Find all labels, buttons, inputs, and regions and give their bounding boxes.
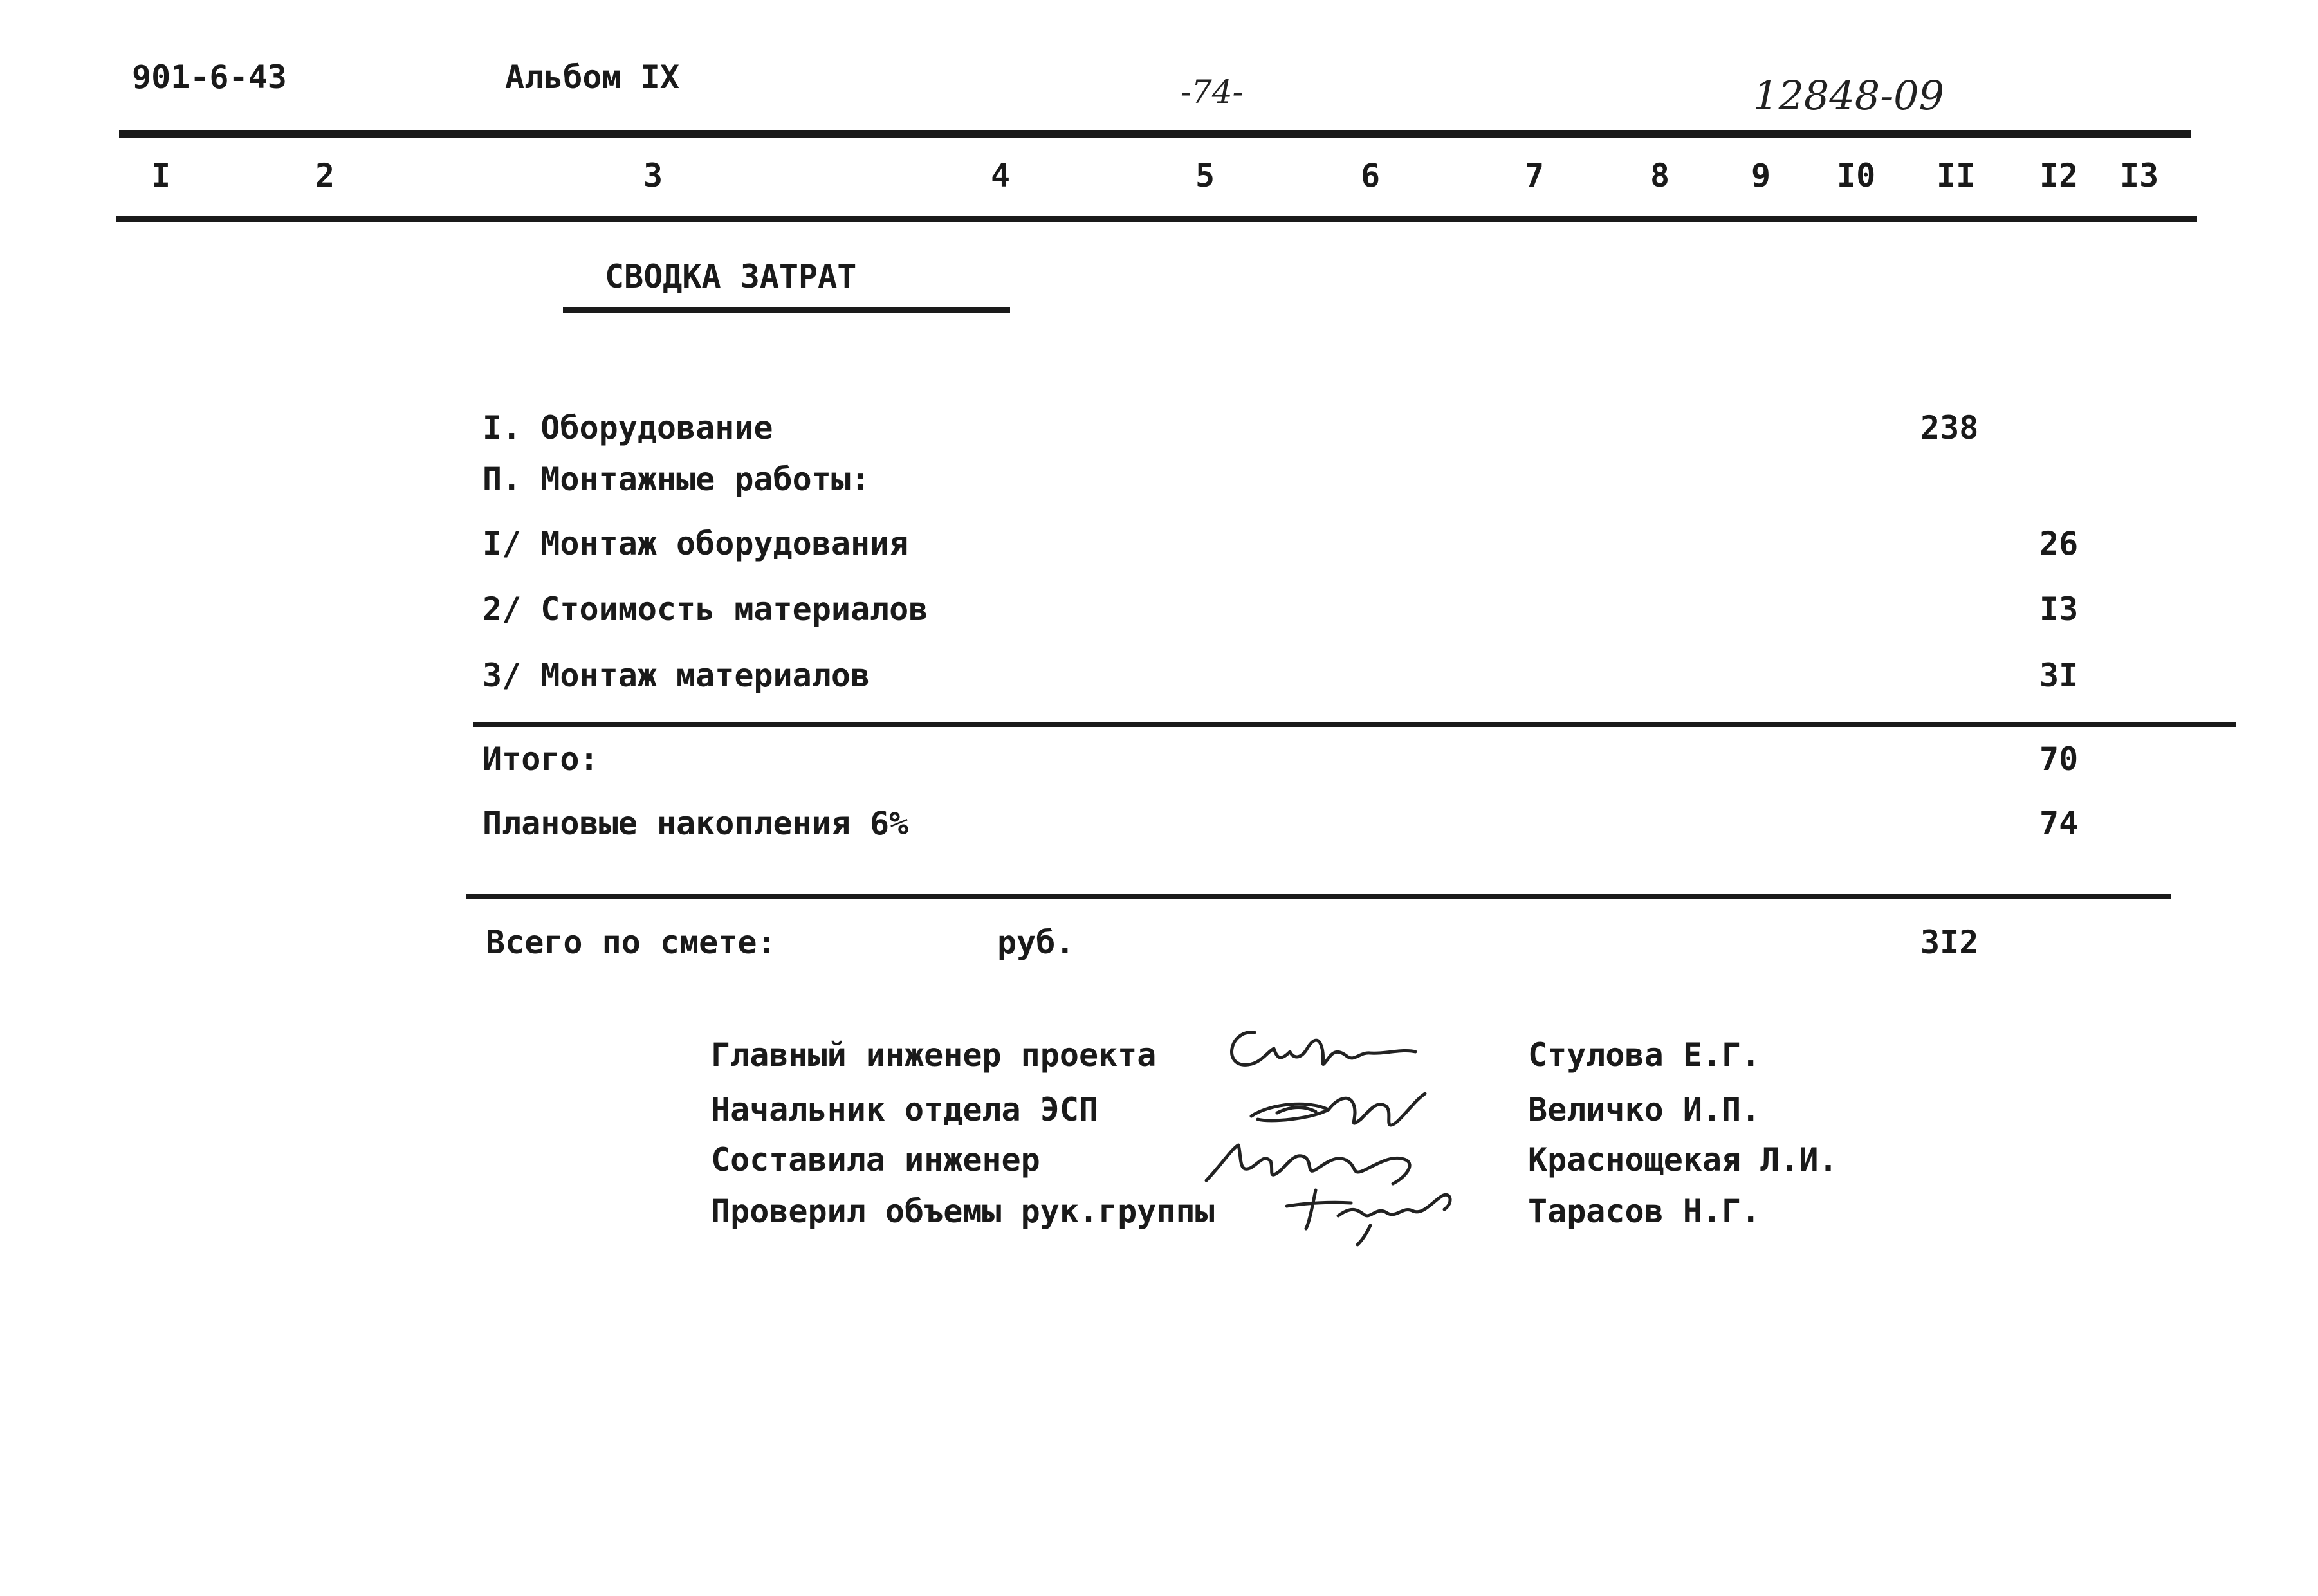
total-label: Всего по смете:: [486, 924, 777, 961]
item-value-col12: I3: [2039, 591, 2079, 628]
signatory-name: Стулова Е.Г.: [1528, 1036, 1761, 1074]
album-label: Альбом IX: [505, 59, 679, 96]
item-label: 2/ Стоимость материалов: [483, 591, 928, 628]
column-number: 2: [315, 157, 335, 194]
item-label: П. Монтажные работы:: [483, 461, 870, 498]
subtotal-label: Итого:: [483, 740, 599, 778]
item-label: I. Оборудование: [483, 409, 773, 446]
page-number: -74-: [1181, 73, 1244, 111]
column-number: 3: [643, 157, 663, 194]
item-value-col11: 238: [1920, 409, 1979, 446]
signatory-role: Начальник отдела ЭСП: [711, 1091, 1099, 1128]
item-value-col12: 26: [2039, 525, 2079, 562]
item-label: I/ Монтаж оборудования: [483, 525, 909, 562]
handwritten-signature: [1280, 1177, 1473, 1248]
accumulation-value: 74: [2039, 805, 2079, 842]
column-number: 6: [1361, 157, 1381, 194]
document-code: 901-6-43: [132, 59, 287, 96]
column-number: 7: [1525, 157, 1545, 194]
column-number: I3: [2120, 157, 2159, 194]
item-value-col12: 3I: [2039, 657, 2079, 694]
total-value: 3I2: [1920, 924, 1979, 961]
summary-title: СВОДКА ЗАТРАТ: [605, 258, 857, 295]
title-underline: [563, 307, 1010, 313]
signatory-role: Проверил объемы рук.группы: [711, 1193, 1215, 1230]
column-number: 5: [1195, 157, 1215, 194]
total-rule: [466, 894, 2171, 899]
header-top-rule: [119, 130, 2191, 138]
accumulation-label: Плановые накопления 6%: [483, 805, 909, 842]
signatory-name: Краснощекая Л.И.: [1528, 1141, 1838, 1179]
subtotal-value: 70: [2039, 740, 2079, 778]
column-number: 9: [1751, 157, 1771, 194]
column-number: I: [151, 157, 171, 194]
column-number: I0: [1837, 157, 1876, 194]
handwritten-signature: [1216, 1013, 1448, 1084]
total-unit: руб.: [997, 924, 1075, 961]
signatory-name: Тарасов Н.Г.: [1528, 1193, 1761, 1230]
signatory-name: Величко И.П.: [1528, 1091, 1761, 1128]
subtotal-rule: [473, 722, 2236, 727]
header-bottom-rule: [116, 216, 2197, 222]
signatory-role: Главный инженер проекта: [711, 1036, 1157, 1074]
column-number: 8: [1650, 157, 1670, 194]
column-number: 4: [991, 157, 1011, 194]
item-label: 3/ Монтаж материалов: [483, 657, 870, 694]
archive-number: 12848-09: [1753, 72, 1945, 119]
signatory-role: Составила инженер: [711, 1141, 1040, 1179]
column-number: I2: [2039, 157, 2079, 194]
column-number: II: [1936, 157, 1976, 194]
